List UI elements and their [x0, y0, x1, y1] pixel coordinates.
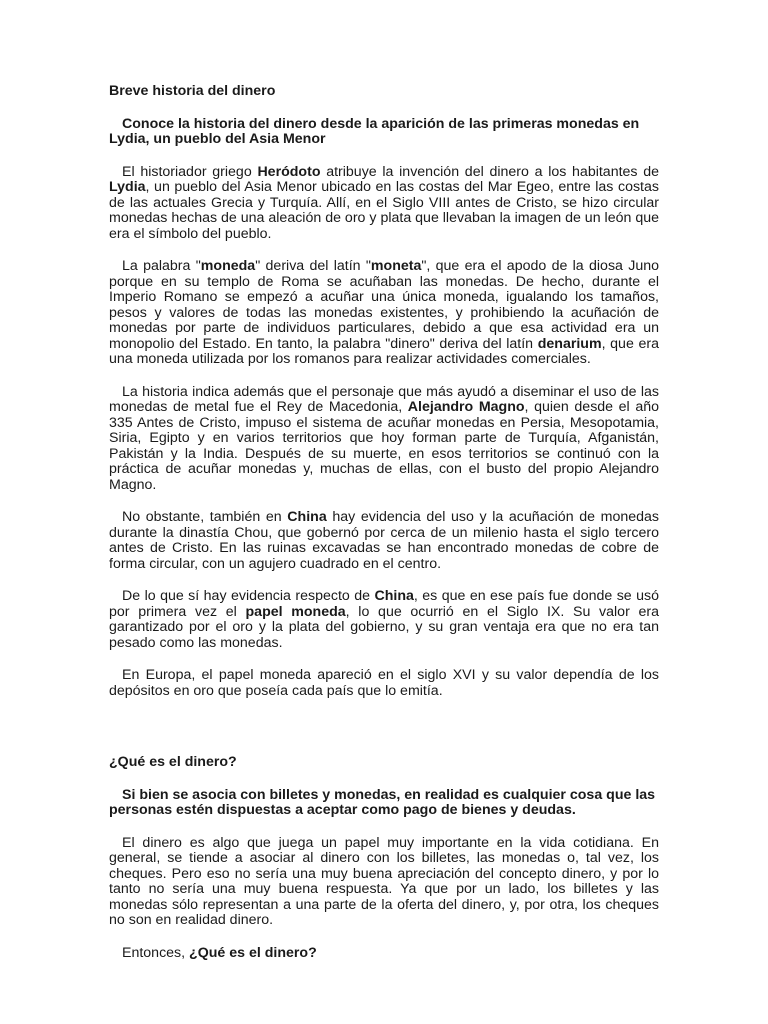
text: ", que era el apodo de la diosa Juno porque en su templo de Roma se acuñaban las monedas. De hecho, durante el Imperio Romano se empezó a acuñar una única moneda, igualando los tamaños, pesos y valores de todas las monedas existentes, y prohibiendo la acuñación de monedas por parte de individuos particulares, debido a que esa actividad era un monopolio del Estado. En tanto, la palabra "dinero" deriva del latín [109, 258, 660, 352]
bold-term-china: China [374, 588, 414, 604]
text: De lo que sí hay evidencia respecto de [122, 588, 375, 604]
bold-question: ¿Qué es el dinero? [189, 944, 317, 961]
section-title-historia: Breve historia del dinero [109, 83, 276, 99]
bold-term-china: China [287, 509, 327, 525]
text: atribuye la invención del dinero a los habitantes de [320, 163, 659, 180]
text: , un pueblo del Asia Menor ubicado en las costas del Mar Egeo, entre las costas de las actuales Grecia y Turquía. Allí, en el Siglo VIII antes de Cristo, se hizo circular monedas hechas de una aleación de oro y plata que llevaban la imagen de un león que era el símbolo del pueblo. [109, 179, 659, 242]
bold-term-papel-moneda: papel moneda [245, 603, 346, 620]
paragraph-papel-cotidiano [109, 836, 659, 929]
section-title-que-es: ¿Qué es el dinero? [109, 754, 237, 770]
paragraph-herodoto [109, 165, 659, 243]
text: En Europa, el papel moneda apareció en el siglo XVI y su valor dependía de los depósitos en oro que poseía cada país que lo emitía. [109, 667, 659, 699]
text: , es que en ese país fue donde se usó por primera vez el [109, 588, 660, 620]
text: No obstante, también en [122, 509, 288, 525]
text: " deriva del latín " [255, 258, 371, 274]
bold-term-alejandro-magno: Alejandro Magno [407, 399, 525, 415]
text: Entonces, [122, 944, 190, 961]
text: , que era una moneda utilizada por los romanos para realizar actividades comerciales. [109, 335, 659, 367]
text: El historiador griego [122, 163, 258, 180]
text: El dinero es algo que juega un papel muy importante en la vida cotidiana. En general, se tiende a asociar al dinero con los billetes, las monedas o, tal vez, los cheques. Pero eso no sería una muy buena apreciación del concepto dinero, y por lo tanto no sería una muy buena respuesta. Ya que por un lado, los billetes y las monedas sólo representan a una parte de la oferta del dinero, y, por otra, los cheques no son en realidad dinero. [109, 834, 659, 928]
text: , lo que ocurrió en el Siglo IX. Su valor era garantizado por el oro y la plata del gobierno, y su gran ventaja era que no era tan pesado como las monedas. [109, 603, 659, 651]
document-page [109, 84, 659, 961]
paragraph-alejandro [109, 385, 659, 494]
bold-term-denarium: denarium [537, 335, 602, 352]
bold-term-moneda: moneda [200, 258, 256, 274]
section-subtitle-historia: Conoce la historia del dinero desde la aparición de las primeras monedas en Lydia, un pueblo del Asia Menor [109, 115, 640, 147]
text: , quien desde el año 335 Antes de Cristo, impuso el sistema de acuñar monedas en Persia, Mesopotamia, Siria, Egipto y en varios territorios que hoy forman parte de Turquía, Afganistán, Pakistán y la India. Después de su muerte, en esos territorios se continuó con la práctica de acuñar monedas y, muchas de ellas, con el busto del propio Alejandro Magno. [109, 399, 659, 493]
section-subtitle-que-es: Si bien se asocia con billetes y monedas, en realidad es cualquier cosa que las personas estén dispuestas a aceptar como pago de bienes y deudas. [109, 786, 656, 818]
paragraph-papel-moneda [109, 589, 659, 651]
paragraph-china-chou [109, 510, 659, 572]
text: hay evidencia del uso y la acuñación de monedas durante la dinastía Chou, que gobernó por cerca de un milenio hasta el siglo tercero antes de Cristo. En las ruinas excavadas se han encontrado monedas de cobre de forma circular, con un agujero cuadrado en el centro. [109, 509, 659, 572]
paragraph-moneda [109, 259, 659, 368]
paragraph-europa [109, 668, 659, 699]
text: La historia indica además que el personaje que más ayudó a diseminar el uso de las monedas de metal fue el Rey de Macedonia, [109, 383, 659, 415]
bold-term-moneta: moneta [370, 258, 422, 274]
paragraph-entonces [109, 946, 659, 962]
text: La palabra " [122, 258, 201, 274]
bold-term-herodoto: Heródoto [257, 163, 321, 180]
bold-term-lydia: Lydia [109, 179, 146, 195]
